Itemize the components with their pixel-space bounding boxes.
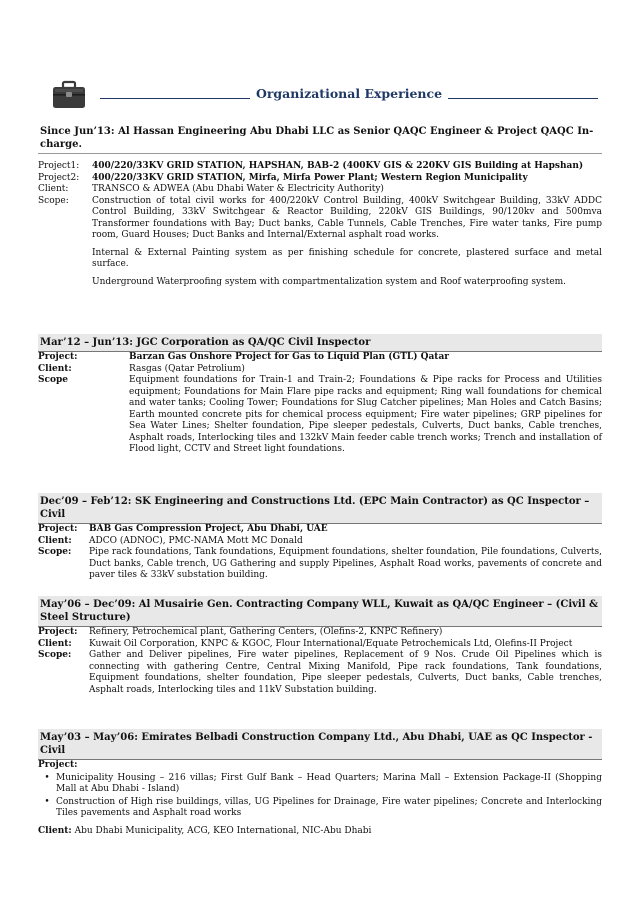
client-row: [38, 184, 602, 196]
scope-value: Pipe rack foundations, Tank foundations, Equipment foundations, shelter foundation, Pile foundations, Culverts, Duct banks, Cable trench, UG Gathering and supply Pipelines, Asphalt Road works, pavements of concrete and paver tiles & 33kV substation building.: [89, 547, 602, 580]
client-value: ADCO (ADNOC), PMC-NAMA Mott MC Donald: [89, 535, 303, 546]
project-row: [38, 627, 602, 639]
client-value: Rasgas (Qatar Petrolium): [129, 363, 245, 374]
client-value: TRANSCO & ADWEA (Abu Dhabi Water & Electricity Authority): [92, 184, 384, 194]
client-label: Client:: [38, 638, 72, 649]
client-label: Client:: [38, 363, 72, 374]
bullet-marker: •: [44, 772, 50, 783]
scope-row: [38, 196, 602, 289]
client-label: Client:: [38, 825, 72, 836]
scope-label: Scope:: [38, 650, 72, 660]
project-label: Project:: [38, 352, 78, 362]
client-value: Kuwait Oil Corporation, KNPC & KGOC, Flour International/Equate Petrochemicals Ltd, Olefins-II Project: [89, 638, 573, 649]
scope-label: Scope:: [38, 195, 69, 206]
client-label: Client:: [38, 184, 69, 194]
bullet-text: Construction of High rise buildings, villas, UG Pipelines for Drainage, Fire water pipelines; Concrete and Interlocking Tiles pavements and Asphalt road works: [56, 796, 602, 818]
header-rule-right: [448, 89, 598, 99]
scope-row: [38, 547, 602, 582]
client-row: [38, 364, 602, 376]
project1-row: [38, 161, 602, 173]
scope-label: Scope: [38, 375, 69, 385]
header-rule-left: [100, 89, 250, 99]
experience-heading: Since Jun’13: Al Hassan Engineering Abu Dhabi LLC as Senior QAQC Engineer & Project QAQC In-charge.: [38, 123, 602, 154]
experience-al-hassan: [38, 123, 602, 288]
project-label: Project:: [38, 627, 78, 637]
experience-al-musairie: [38, 596, 602, 696]
experience-heading: May’06 – Dec’09: Al Musairie Gen. Contracting Company WLL, Kuwait as QA/QC Engineer – (Civil & Steel Structure): [38, 596, 602, 627]
project-label: Project:: [38, 524, 78, 534]
project-value: Refinery, Petrochemical plant, Gathering Centers, (Olefins-2, KNPC Refinery): [89, 627, 443, 637]
client-label: Client:: [38, 535, 72, 546]
experience-heading: Mar’12 – Jun’13: JGC Corporation as QA/QC Civil Inspector: [38, 334, 602, 352]
header-title-row: [98, 86, 600, 101]
client-row: [38, 639, 602, 651]
section-header: [52, 80, 612, 114]
scope-paragraph: Internal & External Painting system as per finishing schedule for concrete, plastered surface and metal surface.: [92, 247, 602, 269]
project-row: [38, 524, 602, 536]
project-bullet: [38, 797, 602, 820]
scope-row: [38, 375, 602, 456]
client-value: Abu Dhabi Municipality, ACG, KEO International, NIC-Abu Dhabi: [74, 825, 372, 836]
scope-value: Gather and Deliver pipelines, Fire water pipelines, Replacement of 9 Nos. Crude Oil Pipelines which is connecting with gathering Centre, Central Mixing Manifold, Pipe rack foundations, Tank foundations, Equipment foundations, shelter foundation, Pipe sleeper pedestals, Culverts, Duct banks, Cable trenches, Asphalt roads, Interlocking tiles and 11kV Substation building.: [89, 650, 602, 695]
scope-row: [38, 650, 602, 696]
experience-heading: Dec’09 – Feb’12: SK Engineering and Constructions Ltd. (EPC Main Contractor) as QC Inspector – Civil: [38, 493, 602, 524]
scope-block: [92, 196, 602, 289]
experience-jgc: [38, 334, 602, 456]
project-label: Project:: [38, 760, 78, 770]
project1-label: Project1:: [38, 161, 80, 171]
briefcase-icon: [52, 80, 86, 110]
experience-emirates-belbadi: [38, 729, 602, 837]
project-value: BAB Gas Compression Project, Abu Dhabi, UAE: [89, 524, 328, 534]
project-row: [38, 352, 602, 364]
project2-label: Project2:: [38, 172, 80, 183]
project2-row: [38, 173, 602, 185]
client-row: [38, 536, 602, 548]
header-title: Organizational Experience: [255, 86, 443, 101]
project1-value: 400/220/33KV GRID STATION, HAPSHAN, BAB-2 (400KV GIS & 220KV GIS Building at Hapshan): [92, 161, 584, 171]
client-row: [38, 826, 602, 838]
scope-paragraph: Construction of total civil works for 400/220kV Control Building, 400kV Switchgear Building, 33kV ADDC Control Building, 33kV Switchgear & Reactor Building, 220kV GIS Buildings, 90/120kv and 500mva Transformer foundations with Bay; Duct banks, Cable Tunnels, Cable Trenches, Fire water tanks, Fire pump room, Guard Houses; Duct Banks and Internal/External asphalt road works.: [92, 195, 602, 240]
project-value: Barzan Gas Onshore Project for Gas to Liquid Plan (GTL) Qatar: [129, 352, 450, 362]
scope-value: Equipment foundations for Train-1 and Train-2; Foundations & Pipe racks for Process and Utilities equipment; Foundations for Main Flare pipe racks and equipment; Ring wall foundations for chemical and water tanks; Cooling Tower; Foundations for Slug Catcher pipelines; Man Holes and Catch Basins; Earth mounted concrete pits for chemical process equipment; Fire water pipelines; GRP pipelines for Sea Water Lines; Shelter foundation, Pipe sleeper pedestals, Culverts, Duct banks, Cable trenches, Asphalt roads, Interlocking tiles and 132kV Main feeder cable trench works; Trench and installation of Flood light, CCTV and Street light foundations.: [129, 375, 602, 454]
project2-value: 400/220/33KV GRID STATION, Mirfa, Mirfa Power Plant; Western Region Municipality: [92, 172, 528, 183]
scope-paragraph: Underground Waterproofing system with compartmentalization system and Roof waterproofing system.: [92, 276, 567, 287]
project-bullet: [38, 773, 602, 796]
scope-label: Scope:: [38, 547, 72, 557]
bullet-text: Municipality Housing – 216 villas; First Gulf Bank – Head Quarters; Marina Mall – Extension Package-II (Shopping Mall at Abu Dhabi - Island): [56, 772, 602, 794]
experience-heading: May’03 – May’06: Emirates Belbadi Construction Company Ltd., Abu Dhabi, UAE as QC Inspector - Civil: [38, 729, 602, 760]
bullet-marker: •: [44, 796, 50, 807]
experience-sk-engineering: [38, 493, 602, 582]
